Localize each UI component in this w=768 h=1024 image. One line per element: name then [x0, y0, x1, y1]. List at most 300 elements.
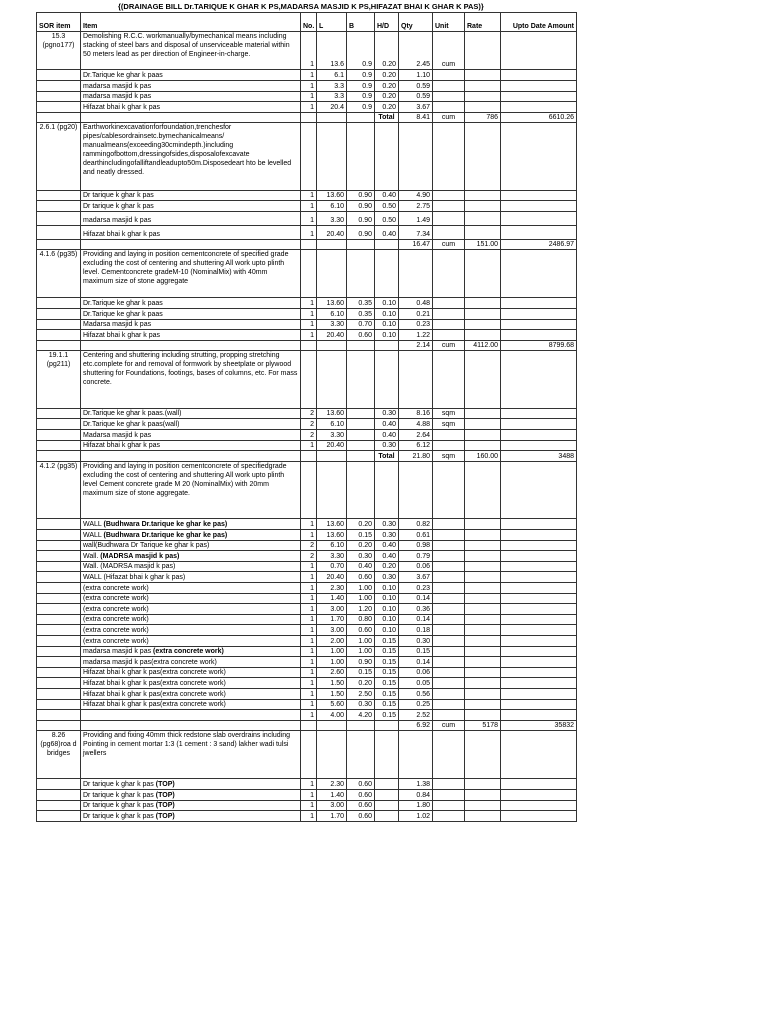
- unit-cell: [433, 91, 465, 102]
- unit-cell: cum: [433, 112, 465, 123]
- table-row: [37, 614, 577, 625]
- item-cell: Hifazat bhai k ghar k pas(extra concrete work): [81, 678, 301, 689]
- sor-cell: [37, 789, 81, 800]
- qty-cell: 8.16: [399, 408, 433, 419]
- no-cell: [301, 112, 317, 123]
- rate-cell: [465, 211, 501, 225]
- amt-cell: [501, 635, 577, 646]
- b-cell: 1.00: [347, 635, 375, 646]
- b-cell: [347, 440, 375, 451]
- unit-cell: [433, 102, 465, 113]
- no-cell: 1: [301, 625, 317, 636]
- unit-cell: [433, 80, 465, 91]
- b-cell: [347, 123, 375, 190]
- rate-cell: [465, 540, 501, 551]
- unit-cell: [433, 201, 465, 212]
- qty-cell: 2.75: [399, 201, 433, 212]
- amt-cell: [501, 678, 577, 689]
- l-cell: 2.60: [317, 667, 347, 678]
- rate-cell: [465, 225, 501, 239]
- rate-cell: [465, 201, 501, 212]
- qty-cell: 0.84: [399, 789, 433, 800]
- l-cell: 2.00: [317, 635, 347, 646]
- table-row: [37, 440, 577, 451]
- table-row: [37, 593, 577, 604]
- table-row: [37, 430, 577, 441]
- sor-cell: [37, 593, 81, 604]
- no-cell: 1: [301, 319, 317, 330]
- item-cell: WALL (Budhwara Dr.tarique ke ghar ke pas): [81, 530, 301, 541]
- b-cell: 1.00: [347, 646, 375, 657]
- l-cell: 3.3: [317, 80, 347, 91]
- amt-cell: [501, 789, 577, 800]
- item-bold-part: (TOP): [155, 812, 175, 820]
- h-cell: 0.30: [375, 572, 399, 583]
- table-row: [37, 91, 577, 102]
- h-cell: [375, 800, 399, 811]
- b-cell: 0.60: [347, 572, 375, 583]
- rate-cell: [465, 583, 501, 594]
- qty-cell: 1.49: [399, 211, 433, 225]
- sor-cell: [37, 102, 81, 113]
- l-cell: 1.70: [317, 811, 347, 822]
- qty-cell: 0.06: [399, 561, 433, 572]
- h-cell: [375, 731, 399, 779]
- amt-cell: [501, 731, 577, 779]
- b-cell: 0.60: [347, 330, 375, 341]
- table-row: [37, 298, 577, 309]
- amt-cell: [501, 561, 577, 572]
- l-cell: 4.00: [317, 710, 347, 721]
- rate-cell: [465, 70, 501, 81]
- table-row: [37, 70, 577, 81]
- no-cell: 1: [301, 688, 317, 699]
- b-cell: 0.35: [347, 298, 375, 309]
- no-cell: 2: [301, 540, 317, 551]
- rate-cell: [465, 250, 501, 298]
- rate-cell: [465, 519, 501, 530]
- qty-cell: 2.45: [399, 32, 433, 70]
- sor-cell: [37, 308, 81, 319]
- no-cell: [301, 731, 317, 779]
- h-cell: 0.30: [375, 440, 399, 451]
- l-cell: [317, 720, 347, 731]
- b-cell: 0.70: [347, 319, 375, 330]
- table-row: [37, 461, 577, 519]
- rate-cell: [465, 731, 501, 779]
- h-cell: 0.10: [375, 330, 399, 341]
- unit-cell: [433, 635, 465, 646]
- no-cell: 1: [301, 80, 317, 91]
- l-cell: [317, 239, 347, 250]
- bill-title: {(DRAINAGE BILL Dr.TARIQUE K GHAR K PS,MADARSA MASJID K PS,HIFAZAT BHAI K GHAR K PAS)}: [118, 2, 484, 11]
- rate-cell: 4112.00: [465, 340, 501, 351]
- sor-cell: [37, 800, 81, 811]
- b-cell: 0.90: [347, 657, 375, 668]
- l-cell: 3.30: [317, 211, 347, 225]
- l-cell: 1.00: [317, 657, 347, 668]
- no-cell: 1: [301, 678, 317, 689]
- b-cell: [347, 451, 375, 462]
- item-cell: Hifazat bhai k ghar k pas: [81, 225, 301, 239]
- item-cell: Dr.Tarique ke ghar k paas: [81, 298, 301, 309]
- item-cell: wall(Budhwara Dr Tarique ke ghar k pas): [81, 540, 301, 551]
- unit-cell: [433, 190, 465, 201]
- unit-cell: [433, 250, 465, 298]
- unit-cell: [433, 657, 465, 668]
- h-cell: [375, 250, 399, 298]
- rate-cell: [465, 604, 501, 615]
- h-cell: 0.40: [375, 419, 399, 430]
- table-row: [37, 451, 577, 462]
- l-cell: 3.30: [317, 430, 347, 441]
- l-cell: 6.1: [317, 70, 347, 81]
- rate-cell: [465, 440, 501, 451]
- rate-cell: [465, 593, 501, 604]
- unit-cell: cum: [433, 32, 465, 70]
- no-cell: 1: [301, 657, 317, 668]
- unit-cell: [433, 572, 465, 583]
- h-cell: 0.10: [375, 604, 399, 615]
- l-cell: 2.30: [317, 583, 347, 594]
- unit-cell: [433, 298, 465, 309]
- table-row: [37, 811, 577, 822]
- b-cell: 0.60: [347, 811, 375, 822]
- header-no: No.: [301, 13, 317, 32]
- h-cell: 0.10: [375, 614, 399, 625]
- item-cell: [81, 239, 301, 250]
- qty-cell: 7.34: [399, 225, 433, 239]
- qty-cell: 1.10: [399, 70, 433, 81]
- unit-cell: [433, 678, 465, 689]
- sor-cell: [37, 710, 81, 721]
- qty-cell: 0.61: [399, 530, 433, 541]
- amt-cell: [501, 319, 577, 330]
- table-row: [37, 551, 577, 562]
- item-cell: Dr tarique k ghar k pas (TOP): [81, 789, 301, 800]
- item-bold-part: (TOP): [155, 791, 175, 799]
- h-cell: 0.40: [375, 540, 399, 551]
- no-cell: 1: [301, 190, 317, 201]
- sor-cell: 2.6.1 (pg20): [37, 123, 81, 190]
- l-cell: 5.60: [317, 699, 347, 710]
- header-qty: Qty: [399, 13, 433, 32]
- rate-cell: [465, 419, 501, 430]
- table-row: [37, 112, 577, 123]
- rate-cell: [465, 646, 501, 657]
- h-cell: 0.15: [375, 688, 399, 699]
- table-row: [37, 80, 577, 91]
- b-cell: 0.9: [347, 80, 375, 91]
- l-cell: 20.40: [317, 225, 347, 239]
- h-cell: 0.20: [375, 102, 399, 113]
- h-cell: [375, 789, 399, 800]
- amt-cell: [501, 225, 577, 239]
- amt-cell: [501, 800, 577, 811]
- rate-cell: [465, 123, 501, 190]
- unit-cell: [433, 688, 465, 699]
- unit-cell: [433, 225, 465, 239]
- h-cell: 0.10: [375, 583, 399, 594]
- table-row: [37, 540, 577, 551]
- h-cell: 0.30: [375, 408, 399, 419]
- amt-cell: [501, 190, 577, 201]
- sor-cell: [37, 667, 81, 678]
- h-cell: 0.30: [375, 519, 399, 530]
- unit-cell: [433, 123, 465, 190]
- no-cell: 1: [301, 298, 317, 309]
- sor-cell: [37, 330, 81, 341]
- unit-cell: [433, 519, 465, 530]
- sor-cell: [37, 319, 81, 330]
- unit-cell: cum: [433, 340, 465, 351]
- unit-cell: sqm: [433, 419, 465, 430]
- b-cell: [347, 731, 375, 779]
- unit-cell: [433, 461, 465, 519]
- b-cell: [347, 461, 375, 519]
- b-cell: 0.90: [347, 190, 375, 201]
- rate-cell: [465, 625, 501, 636]
- unit-cell: [433, 646, 465, 657]
- rate-cell: [465, 657, 501, 668]
- qty-cell: [399, 123, 433, 190]
- rate-cell: [465, 561, 501, 572]
- item-cell: Dr tarique k ghar k pas: [81, 190, 301, 201]
- unit-cell: [433, 710, 465, 721]
- rate-cell: [465, 678, 501, 689]
- item-cell: (extra concrete work): [81, 635, 301, 646]
- unit-cell: [433, 593, 465, 604]
- h-cell: 0.20: [375, 80, 399, 91]
- sor-cell: [37, 190, 81, 201]
- table-row: [37, 572, 577, 583]
- item-cell: madarsa masjid k pas(extra concrete work): [81, 657, 301, 668]
- h-cell: 0.40: [375, 430, 399, 441]
- h-cell: [375, 340, 399, 351]
- table-row: [37, 211, 577, 225]
- h-cell: 0.15: [375, 657, 399, 668]
- no-cell: 1: [301, 32, 317, 70]
- b-cell: 0.35: [347, 308, 375, 319]
- h-cell: 0.15: [375, 699, 399, 710]
- b-cell: 0.80: [347, 614, 375, 625]
- b-cell: 0.20: [347, 678, 375, 689]
- sor-cell: 4.1.2 (pg35): [37, 461, 81, 519]
- sor-cell: [37, 551, 81, 562]
- qty-cell: 0.23: [399, 319, 433, 330]
- b-cell: [347, 112, 375, 123]
- amt-cell: [501, 625, 577, 636]
- unit-cell: [433, 211, 465, 225]
- table-row: [37, 646, 577, 657]
- l-cell: [317, 461, 347, 519]
- item-cell: Dr tarique k ghar k pas (TOP): [81, 779, 301, 790]
- b-cell: 0.30: [347, 551, 375, 562]
- qty-cell: 2.64: [399, 430, 433, 441]
- item-cell: [81, 720, 301, 731]
- amt-cell: [501, 688, 577, 699]
- sor-cell: [37, 430, 81, 441]
- rate-cell: [465, 408, 501, 419]
- qty-cell: [399, 250, 433, 298]
- no-cell: 2: [301, 430, 317, 441]
- header-hd: H/D: [375, 13, 399, 32]
- amt-cell: [501, 710, 577, 721]
- l-cell: 20.4: [317, 102, 347, 113]
- amt-cell: [501, 699, 577, 710]
- amt-cell: 2486.97: [501, 239, 577, 250]
- unit-cell: sqm: [433, 451, 465, 462]
- l-cell: 13.60: [317, 298, 347, 309]
- amt-cell: [501, 419, 577, 430]
- sor-cell: 15.3 (pgno177): [37, 32, 81, 70]
- item-cell: Wall. (MADRSA masjid k pas): [81, 551, 301, 562]
- qty-cell: 0.56: [399, 688, 433, 699]
- table-row: [37, 561, 577, 572]
- qty-cell: 0.25: [399, 699, 433, 710]
- h-cell: Total: [375, 112, 399, 123]
- table-row: [37, 667, 577, 678]
- no-cell: 1: [301, 572, 317, 583]
- amt-cell: [501, 614, 577, 625]
- item-cell: (extra concrete work): [81, 604, 301, 615]
- amt-cell: [501, 519, 577, 530]
- amt-cell: 3488: [501, 451, 577, 462]
- l-cell: 13.60: [317, 408, 347, 419]
- no-cell: 1: [301, 201, 317, 212]
- rate-cell: [465, 190, 501, 201]
- no-cell: 1: [301, 699, 317, 710]
- table-row: [37, 688, 577, 699]
- table-row: [37, 201, 577, 212]
- qty-cell: 2.14: [399, 340, 433, 351]
- amt-cell: [501, 91, 577, 102]
- no-cell: 2: [301, 419, 317, 430]
- amt-cell: [501, 211, 577, 225]
- h-cell: [375, 239, 399, 250]
- b-cell: 1.00: [347, 583, 375, 594]
- qty-cell: [399, 351, 433, 409]
- qty-cell: 1.38: [399, 779, 433, 790]
- h-cell: [375, 461, 399, 519]
- qty-cell: 4.90: [399, 190, 433, 201]
- item-cell: Dr tarique k ghar k pas: [81, 201, 301, 212]
- table-row: [37, 779, 577, 790]
- header-item: Item: [81, 13, 301, 32]
- qty-cell: [399, 461, 433, 519]
- rate-cell: 160.00: [465, 451, 501, 462]
- no-cell: 1: [301, 614, 317, 625]
- qty-cell: 0.21: [399, 308, 433, 319]
- no-cell: 1: [301, 710, 317, 721]
- item-cell: Hifazat bhai k ghar k pas(extra concrete work): [81, 699, 301, 710]
- l-cell: 1.00: [317, 646, 347, 657]
- no-cell: 1: [301, 646, 317, 657]
- amt-cell: 8799.68: [501, 340, 577, 351]
- item-cell: Earthworkinexcavationforfoundation,trenchesfor pipes/cablesordrainsetc.bymechanicalmeans/ manualmeans(exceeding30cmindepth.)including rammingofbottom,dressingofsides,disposalofexcavate dearthincludingofalliftandleadupto50m.Disposedeart hto be levelled and neatly dressed.: [81, 123, 301, 190]
- table-row: [37, 319, 577, 330]
- sor-cell: [37, 811, 81, 822]
- no-cell: 1: [301, 561, 317, 572]
- rate-cell: [465, 102, 501, 113]
- sor-cell: [37, 530, 81, 541]
- h-cell: 0.15: [375, 710, 399, 721]
- l-cell: 3.00: [317, 800, 347, 811]
- no-cell: 1: [301, 811, 317, 822]
- sor-cell: [37, 201, 81, 212]
- sor-cell: [37, 699, 81, 710]
- l-cell: 6.10: [317, 308, 347, 319]
- item-bold-part: (MADRSA masjid k pas): [100, 552, 180, 560]
- sor-cell: [37, 583, 81, 594]
- l-cell: 6.10: [317, 419, 347, 430]
- qty-cell: [399, 731, 433, 779]
- item-bold-part: (extra concrete work): [153, 648, 224, 656]
- b-cell: 0.9: [347, 32, 375, 70]
- item-cell: Dr.Tarique ke ghar k paas: [81, 70, 301, 81]
- table-row: [37, 583, 577, 594]
- qty-cell: 0.14: [399, 593, 433, 604]
- qty-cell: 0.18: [399, 625, 433, 636]
- item-cell: [81, 710, 301, 721]
- unit-cell: [433, 583, 465, 594]
- table-row: [37, 351, 577, 409]
- item-cell: Hifazat bhai k ghar k pas: [81, 440, 301, 451]
- unit-cell: [433, 625, 465, 636]
- l-cell: [317, 340, 347, 351]
- b-cell: 0.60: [347, 800, 375, 811]
- sor-cell: [37, 91, 81, 102]
- l-cell: 2.30: [317, 779, 347, 790]
- h-cell: 0.20: [375, 32, 399, 70]
- l-cell: 13.60: [317, 190, 347, 201]
- rate-cell: [465, 667, 501, 678]
- l-cell: 1.50: [317, 678, 347, 689]
- no-cell: 1: [301, 225, 317, 239]
- qty-cell: 6.92: [399, 720, 433, 731]
- no-cell: [301, 340, 317, 351]
- b-cell: 0.9: [347, 70, 375, 81]
- item-cell: (extra concrete work): [81, 583, 301, 594]
- b-cell: 0.90: [347, 201, 375, 212]
- qty-cell: 0.48: [399, 298, 433, 309]
- l-cell: 3.30: [317, 551, 347, 562]
- table-row: [37, 625, 577, 636]
- l-cell: [317, 351, 347, 409]
- b-cell: [347, 419, 375, 430]
- h-cell: 0.10: [375, 593, 399, 604]
- b-cell: [347, 239, 375, 250]
- rate-cell: [465, 699, 501, 710]
- h-cell: 0.15: [375, 646, 399, 657]
- sor-cell: [37, 635, 81, 646]
- table-row: [37, 190, 577, 201]
- sor-cell: [37, 614, 81, 625]
- header-l: L: [317, 13, 347, 32]
- amt-cell: [501, 572, 577, 583]
- sor-cell: [37, 80, 81, 91]
- unit-cell: sqm: [433, 408, 465, 419]
- rate-cell: [465, 572, 501, 583]
- rate-cell: [465, 430, 501, 441]
- amt-cell: [501, 408, 577, 419]
- h-cell: 0.40: [375, 190, 399, 201]
- table-row: [37, 32, 577, 70]
- b-cell: [347, 250, 375, 298]
- item-bold-part: (TOP): [155, 780, 175, 788]
- l-cell: 20.40: [317, 440, 347, 451]
- table-row: [37, 604, 577, 615]
